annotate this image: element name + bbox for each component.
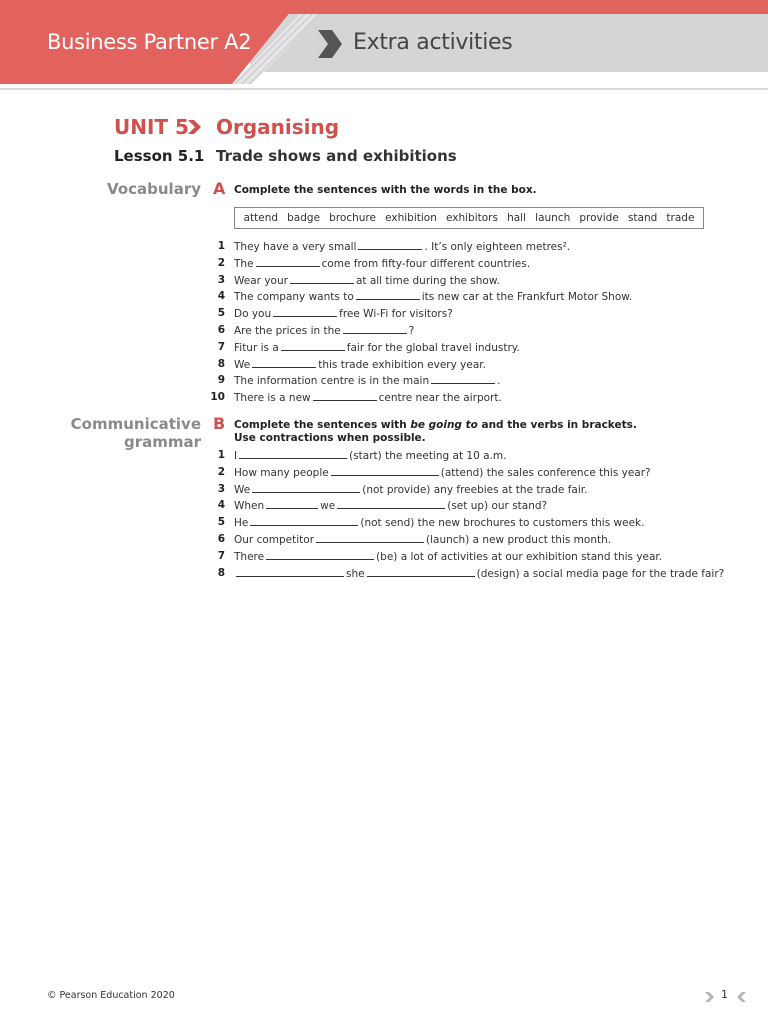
word-box-word: exhibitors <box>445 212 498 224</box>
item-text-after: fair for the global travel industry. <box>346 341 520 354</box>
answer-blank[interactable] <box>252 481 360 493</box>
grammar-instruction-em: be going to <box>410 419 478 431</box>
item-text-before: Are the prices in the <box>234 325 341 337</box>
item-text <box>234 238 570 255</box>
exercise-item <box>205 322 725 338</box>
grammar-instruction-post: and the verbs in brackets. <box>477 419 637 431</box>
item-number: 2 <box>217 465 225 478</box>
item-text-before: Fitur is a <box>234 341 279 354</box>
item-text <box>234 305 453 322</box>
item-number: 9 <box>217 374 225 387</box>
item-text <box>234 565 724 582</box>
item-text-after: (be) a lot of activities at our exhibition stand this year. <box>376 550 663 563</box>
item-number: 4 <box>217 290 225 303</box>
item-text <box>234 464 651 481</box>
exercise-item <box>205 238 725 254</box>
item-number: 2 <box>217 256 225 269</box>
item-number: 3 <box>217 482 225 495</box>
item-text <box>234 356 486 373</box>
item-text-before: When <box>234 500 265 513</box>
exercise-item <box>205 255 725 271</box>
answer-blank[interactable] <box>252 356 316 368</box>
answer-blank[interactable] <box>337 497 445 509</box>
item-text <box>234 447 506 464</box>
item-text <box>234 322 414 339</box>
exercise-item <box>205 447 725 463</box>
item-text <box>234 497 547 514</box>
exercise-item <box>205 356 725 372</box>
item-text <box>234 514 644 531</box>
word-box-word: hall <box>507 212 527 224</box>
item-number: 7 <box>217 549 225 562</box>
item-text-after: (set up) our stand? <box>447 500 548 513</box>
word-box-word: launch <box>535 212 571 224</box>
unit-label: UNIT 5 <box>114 115 189 139</box>
exercise-item <box>205 339 725 355</box>
answer-blank[interactable] <box>273 305 337 317</box>
word-box-word: provide <box>579 212 619 224</box>
grammar-instruction-line2: Use contractions when possible. <box>234 432 426 444</box>
answer-blank[interactable] <box>281 339 345 351</box>
answer-blank[interactable] <box>239 447 347 459</box>
word-box-word: stand <box>627 212 658 224</box>
item-text <box>234 481 587 498</box>
item-text-before: How many people <box>234 466 329 479</box>
grammar-label-line1: Communicative <box>70 415 201 433</box>
exercise-item <box>205 514 725 530</box>
exercise-item <box>205 464 725 480</box>
chevron-left-icon <box>735 991 747 1003</box>
exercise-item <box>205 372 725 388</box>
item-text-after: at all time during the show. <box>355 274 500 287</box>
grammar-instruction-pre: Complete the sentences with <box>234 419 411 431</box>
item-text-after: free Wi-Fi for visitors? <box>339 308 453 321</box>
word-box-word: exhibition <box>385 212 437 224</box>
answer-blank[interactable] <box>331 464 439 476</box>
item-number: 10 <box>210 391 225 404</box>
item-text-before: Do you <box>234 308 272 321</box>
exercise-item <box>205 272 725 288</box>
section-letter-a: A <box>213 179 226 198</box>
item-text-before: The information centre is in the main <box>234 375 430 388</box>
item-text-after: its new car at the Frankfurt Motor Show. <box>421 291 633 304</box>
chevron-right-icon <box>186 119 202 135</box>
item-text-before: There <box>234 550 265 563</box>
item-text-after: (attend) the sales conference this year? <box>440 466 651 479</box>
item-text <box>234 339 520 356</box>
answer-blank[interactable] <box>316 531 424 543</box>
header-divider <box>0 88 768 90</box>
grammar-label-line2: grammar <box>123 433 201 451</box>
item-number: 3 <box>217 273 225 286</box>
lesson-label: Lesson 5.1 <box>114 147 205 165</box>
exercise-item <box>205 497 725 513</box>
lesson-title: Trade shows and exhibitions <box>216 147 457 165</box>
item-text-after: (design) a social media page for the trade fair? <box>476 567 725 580</box>
answer-blank[interactable] <box>266 497 318 509</box>
item-text <box>234 372 500 389</box>
item-text <box>234 255 530 272</box>
item-text-before: They have a very small <box>234 241 357 253</box>
answer-blank[interactable] <box>356 288 420 300</box>
answer-blank[interactable] <box>343 322 407 334</box>
grammar-section-label <box>71 415 201 451</box>
page-header <box>0 0 768 84</box>
item-number: 5 <box>217 516 225 529</box>
answer-blank[interactable] <box>313 389 377 401</box>
item-text-before: The company wants to <box>234 291 354 304</box>
item-number: 8 <box>217 566 225 579</box>
item-text-after: centre near the airport. <box>378 392 502 405</box>
book-title: Business Partner A2 <box>47 30 252 54</box>
item-text <box>234 288 632 305</box>
answer-blank[interactable] <box>431 372 495 384</box>
unit-title: Organising <box>216 115 340 139</box>
exercise-item <box>205 531 725 547</box>
vocabulary-section-label: Vocabulary <box>107 180 201 198</box>
item-text-before: The <box>234 257 254 270</box>
answer-blank[interactable] <box>250 514 358 526</box>
item-text <box>234 389 502 406</box>
item-number: 1 <box>217 449 225 461</box>
item-text-after: ? <box>408 325 415 337</box>
exercise-item <box>205 389 725 405</box>
item-number: 6 <box>217 324 225 336</box>
answer-blank[interactable] <box>266 548 374 560</box>
item-number: 6 <box>217 533 225 545</box>
copyright-footer: © Pearson Education 2020 <box>47 990 175 1001</box>
answer-blank[interactable] <box>358 238 422 250</box>
exercise-item <box>205 288 725 304</box>
item-text-before: There is a new <box>234 392 311 405</box>
item-text-middle: she <box>346 567 365 580</box>
item-text-before: He <box>234 517 249 530</box>
vocabulary-instruction: Complete the sentences with the words in the box. <box>234 184 537 196</box>
item-text-after: (launch) a new product this month. <box>426 534 612 546</box>
item-text-after: come from fifty-four different countries. <box>321 257 531 270</box>
item-number: 7 <box>217 340 225 353</box>
item-text-middle: we <box>320 500 336 513</box>
page-number: 1 <box>721 988 728 1001</box>
answer-blank[interactable] <box>367 565 475 577</box>
exercise-item <box>205 481 725 497</box>
item-text-before: I <box>234 450 238 462</box>
item-text <box>234 272 500 289</box>
item-text-before: We <box>234 483 251 496</box>
chevron-right-icon <box>704 991 716 1003</box>
item-text <box>234 548 662 565</box>
word-box-word: attend <box>243 212 279 224</box>
answer-blank[interactable] <box>290 272 354 284</box>
word-box <box>234 207 704 229</box>
answer-blank[interactable] <box>256 255 320 267</box>
section-title: Extra activities <box>353 30 513 55</box>
item-text-after: (start) the meeting at 10 a.m. <box>349 450 507 462</box>
answer-blank[interactable] <box>236 565 344 577</box>
item-text <box>234 531 611 548</box>
grammar-instruction <box>234 419 637 445</box>
item-text-after: . It’s only eighteen metres². <box>424 241 571 253</box>
word-box-word: trade <box>666 212 695 224</box>
item-number: 5 <box>217 307 225 320</box>
section-letter-b: B <box>213 414 226 433</box>
item-number: 8 <box>217 357 225 370</box>
word-box-word: brochure <box>329 212 376 224</box>
item-text-after: (not send) the new brochures to customers this week. <box>360 517 645 530</box>
item-text-after: (not provide) any freebies at the trade fair. <box>362 483 588 496</box>
word-box-word: badge <box>287 212 321 224</box>
item-number: 4 <box>217 499 225 512</box>
item-text-after: . <box>497 375 501 388</box>
item-text-before: Our competitor <box>234 534 315 546</box>
item-number: 1 <box>217 240 225 252</box>
exercise-item <box>205 565 725 581</box>
item-text-before: We <box>234 358 251 371</box>
item-text-before: Wear your <box>234 274 288 287</box>
exercise-item <box>205 548 725 564</box>
exercise-item <box>205 305 725 321</box>
item-text-after: this trade exhibition every year. <box>318 358 486 371</box>
